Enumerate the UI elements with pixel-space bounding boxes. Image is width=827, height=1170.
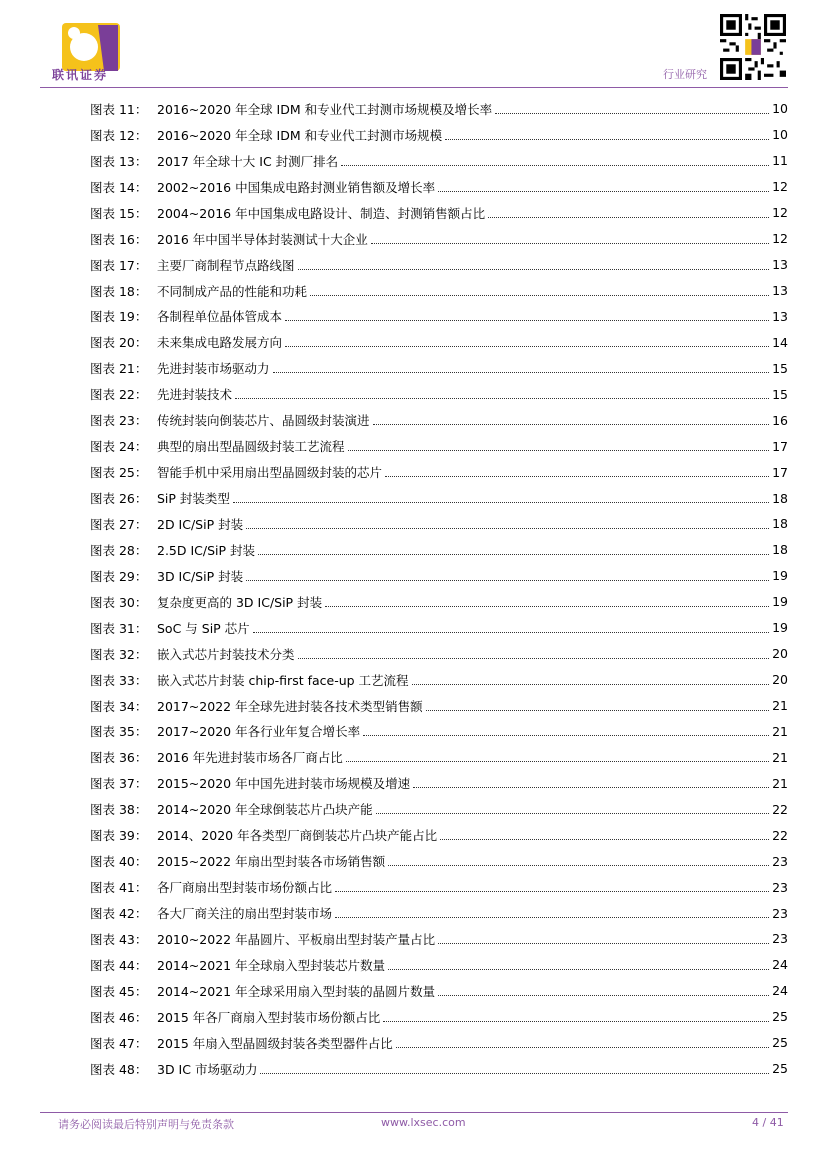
toc-entry[interactable] [90, 252, 788, 278]
toc-entry-page-number: 21 [772, 749, 788, 765]
toc-entry-page-number: 19 [772, 568, 788, 584]
toc-entry-page-number: 10 [772, 127, 788, 143]
toc-entry-page-number: 15 [772, 386, 788, 402]
toc-dot-leader [438, 190, 769, 192]
toc-entry-title: 2004~2016 年中国集成电路设计、制造、封测销售额占比 [157, 205, 486, 221]
toc-entry-page-number: 12 [772, 205, 788, 221]
toc-entry[interactable] [90, 1056, 788, 1082]
toc-entry-title: 2015~2022 年扇出型封装各市场销售额 [157, 854, 386, 870]
toc-entry-title: 典型的扇出型晶圆级封装工艺流程 [157, 439, 345, 455]
toc-entry-page-number: 19 [772, 594, 788, 610]
toc-entry[interactable] [90, 122, 788, 148]
toc-dot-leader [246, 579, 769, 581]
toc-entry-label: 图表 31： [90, 620, 148, 636]
toc-dot-leader [253, 631, 769, 633]
toc-entry-label: 图表 34： [90, 698, 148, 714]
toc-entry[interactable] [90, 537, 788, 563]
toc-entry[interactable] [90, 355, 788, 381]
toc-entry-page-number: 15 [772, 360, 788, 376]
toc-entry-page-number: 18 [772, 542, 788, 558]
toc-entry[interactable] [90, 1004, 788, 1030]
toc-entry-label: 图表 13： [90, 153, 148, 169]
toc-dot-leader [298, 268, 770, 270]
toc-entry-page-number: 25 [772, 1009, 788, 1025]
toc-entry[interactable] [90, 770, 788, 796]
toc-entry-page-number: 13 [772, 257, 788, 273]
toc-entry[interactable] [90, 926, 788, 952]
toc-entry-page-number: 12 [772, 231, 788, 247]
toc-dot-leader [235, 397, 769, 399]
toc-entry-label: 图表 11： [90, 101, 148, 117]
toc-entry-label: 图表 28： [90, 542, 148, 558]
toc-entry-page-number: 20 [772, 672, 788, 688]
toc-dot-leader [385, 475, 769, 477]
toc-entry[interactable] [90, 563, 788, 589]
toc-dot-leader [388, 864, 769, 866]
toc-entry[interactable] [90, 433, 788, 459]
company-logo-text: 联讯证券 [52, 68, 109, 82]
toc-entry-title: 嵌入式芯片封装技术分类 [157, 646, 295, 662]
toc-dot-leader [438, 994, 769, 996]
toc-dot-leader [285, 319, 769, 321]
toc-entry-page-number: 21 [772, 723, 788, 739]
toc-dot-leader [258, 553, 769, 555]
toc-entry-page-number: 22 [772, 827, 788, 843]
toc-entry-label: 图表 27： [90, 516, 148, 532]
toc-entry-page-number: 21 [772, 698, 788, 714]
toc-entry[interactable] [90, 667, 788, 693]
toc-entry-title: 2002~2016 中国集成电路封测业销售额及增长率 [157, 179, 436, 195]
toc-entry-title: 2015~2020 年中国先进封装市场规模及增速 [157, 776, 411, 792]
toc-entry-label: 图表 16： [90, 231, 148, 247]
toc-entry-page-number: 14 [772, 334, 788, 350]
toc-entry-title: 各制程单位晶体管成本 [157, 309, 283, 325]
figure-index-list [90, 96, 788, 1082]
toc-entry-title: SoC 与 SiP 芯片 [157, 620, 250, 636]
toc-dot-leader [388, 968, 769, 970]
toc-entry-label: 图表 44： [90, 957, 148, 973]
toc-entry-page-number: 11 [772, 153, 788, 169]
footer-page-number: 4 / 41 [752, 1116, 784, 1129]
toc-entry[interactable] [90, 589, 788, 615]
toc-dot-leader [246, 527, 769, 529]
toc-entry-label: 图表 38： [90, 802, 148, 818]
toc-dot-leader [335, 890, 769, 892]
toc-dot-leader [260, 1072, 769, 1074]
toc-dot-leader [341, 164, 769, 166]
toc-entry-page-number: 19 [772, 620, 788, 636]
toc-entry-page-number: 16 [772, 412, 788, 428]
toc-dot-leader [233, 501, 769, 503]
toc-entry-label: 图表 32： [90, 646, 148, 662]
toc-entry-title: 2017~2022 年全球先进封装各技术类型销售额 [157, 698, 423, 714]
toc-entry-title: 主要厂商制程节点路线图 [157, 257, 295, 273]
toc-entry-page-number: 22 [772, 801, 788, 817]
toc-entry-label: 图表 47： [90, 1035, 148, 1051]
toc-dot-leader [325, 605, 769, 607]
toc-entry-label: 图表 42： [90, 906, 148, 922]
toc-entry[interactable] [90, 278, 788, 304]
toc-entry-title: 2015 年扇入型晶圆级封装各类型器件占比 [157, 1035, 393, 1051]
toc-entry-title: 复杂度更高的 3D IC/SiP 封装 [157, 594, 323, 610]
toc-entry[interactable] [90, 952, 788, 978]
footer-disclaimer: 请务必阅读最后特别声明与免责条款 [58, 1118, 234, 1131]
footer-divider [40, 1112, 788, 1113]
toc-dot-leader [412, 683, 770, 685]
toc-entry-label: 图表 35： [90, 724, 148, 740]
toc-entry-page-number: 20 [772, 646, 788, 662]
toc-entry-label: 图表 39： [90, 828, 148, 844]
toc-entry[interactable] [90, 148, 788, 174]
toc-entry-label: 图表 43： [90, 931, 148, 947]
toc-dot-leader [383, 1020, 769, 1022]
toc-entry-title: 不同制成产品的性能和功耗 [157, 283, 308, 299]
toc-entry[interactable] [90, 615, 788, 641]
toc-dot-leader [445, 138, 769, 140]
header-section-label: 行业研究 [663, 68, 707, 81]
toc-entry-title: 2014~2021 年全球采用扇入型封装的晶圆片数量 [157, 983, 436, 999]
toc-entry[interactable] [90, 304, 788, 330]
qr-code [720, 14, 786, 80]
toc-dot-leader [426, 709, 770, 711]
header-divider [40, 87, 788, 88]
toc-entry-page-number: 24 [772, 983, 788, 999]
toc-entry-page-number: 17 [772, 438, 788, 454]
toc-dot-leader [335, 916, 769, 918]
toc-entry-label: 图表 46： [90, 1009, 148, 1025]
toc-dot-leader [396, 1046, 769, 1048]
toc-entry-title: 2016 年先进封装市场各厂商占比 [157, 750, 343, 766]
toc-entry-title: 2D IC/SiP 封装 [157, 516, 244, 532]
toc-dot-leader [373, 423, 770, 425]
toc-entry-label: 图表 25： [90, 465, 148, 481]
toc-entry[interactable] [90, 744, 788, 770]
toc-entry-label: 图表 37： [90, 776, 148, 792]
toc-entry[interactable] [90, 459, 788, 485]
toc-entry[interactable] [90, 485, 788, 511]
toc-dot-leader [371, 242, 769, 244]
toc-entry-title: 先进封装市场驱动力 [157, 361, 270, 377]
toc-entry-title: 各大厂商关注的扇出型封装市场 [157, 906, 333, 922]
toc-entry-label: 图表 48： [90, 1061, 148, 1077]
toc-entry-page-number: 21 [772, 775, 788, 791]
toc-dot-leader [438, 942, 769, 944]
toc-entry[interactable] [90, 796, 788, 822]
toc-entry-page-number: 13 [772, 308, 788, 324]
toc-dot-leader [495, 112, 769, 114]
toc-entry-title: 智能手机中采用扇出型晶圆级封装的芯片 [157, 465, 383, 481]
toc-entry-page-number: 18 [772, 490, 788, 506]
toc-entry[interactable] [90, 1030, 788, 1056]
toc-entry-title: 2017 年全球十大 IC 封测厂排名 [157, 153, 339, 169]
toc-dot-leader [273, 371, 770, 373]
toc-dot-leader [488, 216, 769, 218]
toc-entry-title: 各厂商扇出型封装市场份额占比 [157, 880, 333, 896]
toc-entry[interactable] [90, 407, 788, 433]
toc-entry-label: 图表 40： [90, 854, 148, 870]
toc-dot-leader [346, 760, 769, 762]
toc-entry-label: 图表 17： [90, 257, 148, 273]
toc-entry-title: 2010~2022 年晶圆片、平板扇出型封装产量占比 [157, 931, 436, 947]
toc-entry-page-number: 10 [772, 101, 788, 117]
toc-entry-title: 先进封装技术 [157, 387, 233, 403]
toc-entry-label: 图表 21： [90, 361, 148, 377]
toc-entry-title: 2016~2020 年全球 IDM 和专业代工封测市场规模 [157, 127, 443, 143]
toc-entry[interactable] [90, 900, 788, 926]
toc-entry[interactable] [90, 96, 788, 122]
toc-dot-leader [376, 812, 770, 814]
toc-dot-leader [440, 838, 769, 840]
toc-entry-page-number: 17 [772, 464, 788, 480]
toc-entry-title: 2017~2020 年各行业年复合增长率 [157, 724, 361, 740]
toc-entry-title: 3D IC/SiP 封装 [157, 568, 244, 584]
footer-website-link[interactable]: www.lxsec.com [381, 1116, 466, 1129]
toc-entry[interactable] [90, 978, 788, 1004]
toc-entry[interactable] [90, 693, 788, 719]
toc-entry-page-number: 13 [772, 283, 788, 299]
toc-entry-label: 图表 23： [90, 413, 148, 429]
toc-entry-title: 传统封装向倒装芯片、晶圆级封装演进 [157, 413, 370, 429]
toc-entry[interactable] [90, 511, 788, 537]
toc-entry[interactable] [90, 174, 788, 200]
toc-dot-leader [310, 294, 769, 296]
toc-entry-label: 图表 36： [90, 750, 148, 766]
toc-entry-page-number: 23 [772, 905, 788, 921]
toc-entry-page-number: 25 [772, 1035, 788, 1051]
toc-entry-title: 未来集成电路发展方向 [157, 335, 283, 351]
toc-entry-title: 2016 年中国半导体封装测试十大企业 [157, 231, 368, 247]
toc-entry-title: 2016~2020 年全球 IDM 和专业代工封测市场规模及增长率 [157, 101, 493, 117]
toc-entry[interactable] [90, 641, 788, 667]
toc-dot-leader [285, 345, 769, 347]
toc-entry-title: 2014~2021 年全球扇入型封装芯片数量 [157, 957, 386, 973]
toc-entry-title: 2014、2020 年各类型厂商倒装芯片凸块产能占比 [157, 828, 438, 844]
toc-entry-label: 图表 14： [90, 179, 148, 195]
toc-entry-page-number: 18 [772, 516, 788, 532]
toc-entry-page-number: 23 [772, 879, 788, 895]
toc-entry[interactable] [90, 848, 788, 874]
toc-entry-label: 图表 29： [90, 568, 148, 584]
toc-entry-label: 图表 15： [90, 205, 148, 221]
toc-entry[interactable] [90, 822, 788, 848]
toc-entry-page-number: 25 [772, 1061, 788, 1077]
toc-entry-title: SiP 封装类型 [157, 491, 230, 507]
toc-entry-page-number: 24 [772, 957, 788, 973]
toc-entry-label: 图表 45： [90, 983, 148, 999]
toc-entry-label: 图表 30： [90, 594, 148, 610]
toc-entry-page-number: 23 [772, 931, 788, 947]
toc-dot-leader [348, 449, 770, 451]
toc-entry[interactable] [90, 719, 788, 745]
toc-entry-title: 2015 年各厂商扇入型封装市场份额占比 [157, 1009, 381, 1025]
toc-entry-title: 嵌入式芯片封装 chip-first face-up 工艺流程 [157, 672, 409, 688]
toc-dot-leader [413, 786, 769, 788]
toc-entry[interactable] [90, 874, 788, 900]
toc-entry-label: 图表 12： [90, 127, 148, 143]
toc-entry-label: 图表 22： [90, 387, 148, 403]
toc-entry-label: 图表 18： [90, 283, 148, 299]
toc-entry[interactable] [90, 200, 788, 226]
toc-entry-label: 图表 41： [90, 880, 148, 896]
toc-entry[interactable] [90, 329, 788, 355]
toc-entry-label: 图表 24： [90, 439, 148, 455]
toc-entry-title: 2.5D IC/SiP 封装 [157, 542, 256, 558]
toc-dot-leader [363, 734, 769, 736]
toc-entry-label: 图表 26： [90, 491, 148, 507]
toc-entry[interactable] [90, 381, 788, 407]
toc-entry-page-number: 23 [772, 853, 788, 869]
toc-dot-leader [298, 657, 770, 659]
toc-entry-title: 3D IC 市场驱动力 [157, 1061, 258, 1077]
toc-entry-label: 图表 33： [90, 672, 148, 688]
toc-entry-title: 2014~2020 年全球倒装芯片凸块产能 [157, 802, 373, 818]
toc-entry-label: 图表 19： [90, 309, 148, 325]
toc-entry-label: 图表 20： [90, 335, 148, 351]
toc-entry-page-number: 12 [772, 179, 788, 195]
toc-entry[interactable] [90, 226, 788, 252]
